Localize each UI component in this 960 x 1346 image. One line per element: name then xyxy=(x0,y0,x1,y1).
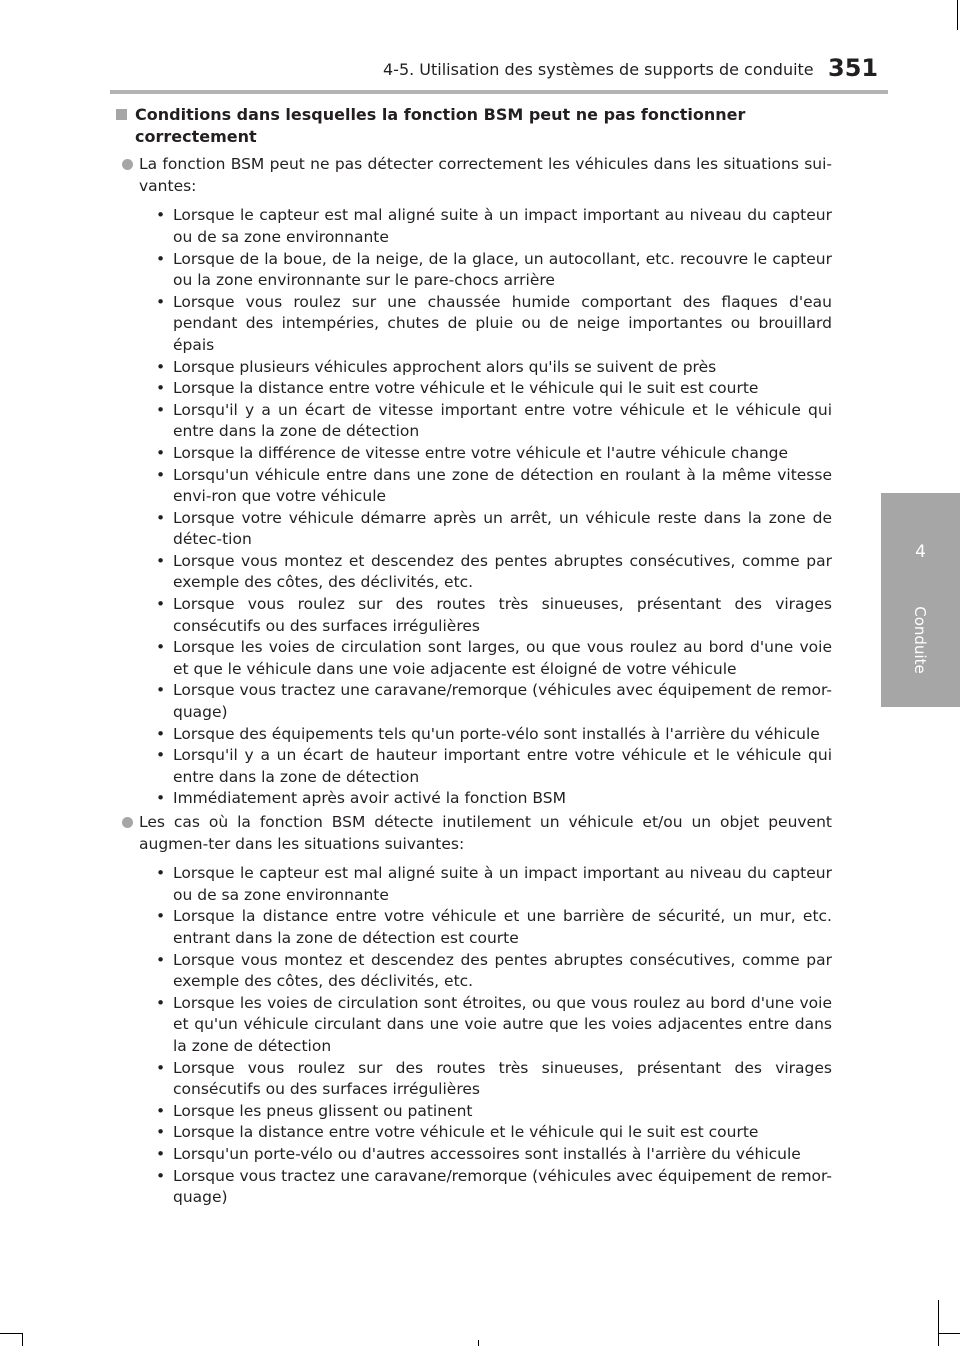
list-item xyxy=(116,788,832,810)
bullet-glyph: • xyxy=(156,379,166,398)
list-item xyxy=(116,1166,832,1209)
list-item xyxy=(116,378,832,400)
bullet-glyph: • xyxy=(156,595,166,614)
list-item-text: Lorsque vous montez et descendez des pentes abruptes consécutives, comme par exemple des côtes, des déclivités, etc. xyxy=(173,950,832,991)
list-item xyxy=(116,465,832,508)
paragraph-2-text: Les cas où la fonction BSM détecte inutilement un véhicule et/ou un objet peuvent augmen-ter dans les situations suivantes: xyxy=(139,813,832,853)
list-item xyxy=(116,745,832,788)
paragraph-2 xyxy=(116,812,832,855)
bullet-list-1 xyxy=(116,205,832,810)
bullet-glyph: • xyxy=(156,950,166,969)
crop-mark xyxy=(938,1333,960,1334)
bullet-glyph: • xyxy=(156,443,166,462)
list-item-text: Lorsque de la boue, de la neige, de la glace, un autocollant, etc. recouvre le capteur ou la zone environnante sur le pare-chocs arrière xyxy=(173,249,832,290)
header-section-title: 4-5. Utilisation des systèmes de supports de conduite xyxy=(383,60,814,79)
list-item xyxy=(116,1101,832,1123)
list-item-text: Lorsque les pneus glissent ou patinent xyxy=(173,1101,473,1120)
square-bullet-icon xyxy=(116,109,127,120)
bullet-glyph: • xyxy=(156,206,166,225)
list-item-text: Lorsque les voies de circulation sont étroites, ou que vous roulez au bord d'une voie et qu'un véhicule circulant dans une voie autre que les voies adjacentes entre dans la zone de détection xyxy=(173,993,832,1055)
list-item xyxy=(116,400,832,443)
list-item xyxy=(116,906,832,949)
list-item xyxy=(116,205,832,248)
bullet-glyph: • xyxy=(156,1166,166,1185)
bullet-glyph: • xyxy=(156,465,166,484)
list-item-text: Lorsque plusieurs véhicules approchent alors qu'ils se suivent de près xyxy=(173,357,717,376)
list-item xyxy=(116,443,832,465)
bullet-glyph: • xyxy=(156,1101,166,1120)
chapter-tab xyxy=(881,493,960,707)
bullet-glyph: • xyxy=(156,551,166,570)
bullet-glyph: • xyxy=(156,864,166,883)
header-rule xyxy=(110,90,888,94)
list-item-text: Lorsque vous roulez sur une chaussée humide comportant des flaques d'eau pendant des intempéries, chutes de pluie ou de neige importantes ou brouillard épais xyxy=(173,292,832,354)
list-item-text: Lorsque votre véhicule démarre après un arrêt, un véhicule reste dans la zone de détec-tion xyxy=(173,508,832,549)
list-item xyxy=(116,863,832,906)
bullet-glyph: • xyxy=(156,907,166,926)
bullet-glyph: • xyxy=(156,1144,166,1163)
list-item-text: Lorsque la distance entre votre véhicule et le véhicule qui le suit est courte xyxy=(173,379,759,398)
list-item-text: Lorsqu'il y a un écart de hauteur important entre votre véhicule et le véhicule qui entre dans la zone de détection xyxy=(173,746,832,786)
paragraph-1-text: La fonction BSM peut ne pas détecter correctement les véhicules dans les situations sui-vantes: xyxy=(139,155,832,195)
bullet-glyph: • xyxy=(156,681,166,700)
bullet-glyph: • xyxy=(156,292,166,311)
page-number: 351 xyxy=(828,54,879,82)
list-item-text: Lorsque la distance entre votre véhicule et le véhicule qui le suit est courte xyxy=(173,1123,759,1142)
chapter-number: 4 xyxy=(915,542,926,562)
main-content xyxy=(116,104,832,1209)
crop-mark xyxy=(478,1340,479,1346)
list-item xyxy=(116,1122,832,1144)
list-item-text: Lorsque vous tractez une caravane/remorque (véhicules avec équipement de remor-quage) xyxy=(173,1166,832,1207)
list-item xyxy=(116,594,832,637)
list-item xyxy=(116,680,832,723)
list-item xyxy=(116,1144,832,1166)
list-item-text: Lorsque vous tractez une caravane/remorque (véhicules avec équipement de remor-quage) xyxy=(173,681,832,722)
circle-bullet-icon xyxy=(122,817,133,828)
bullet-glyph: • xyxy=(156,508,166,527)
list-item xyxy=(116,724,832,746)
list-item-text: Lorsque les voies de circulation sont larges, ou que vous roulez au bord d'une voie et que le véhicule dans une voie adjacente est éloigné de votre véhicule xyxy=(173,638,832,678)
bullet-glyph: • xyxy=(156,789,166,808)
list-item xyxy=(116,993,832,1058)
bullet-glyph: • xyxy=(156,638,166,657)
list-item-text: Lorsque vous roulez sur des routes très sinueuses, présentant des virages consécutifs ou des surfaces irrégulières xyxy=(173,595,832,635)
list-item xyxy=(116,1058,832,1101)
bullet-glyph: • xyxy=(156,1058,166,1077)
list-item-text: Lorsque vous montez et descendez des pentes abruptes consécutives, comme par exemple des côtes, des déclivités, etc. xyxy=(173,551,832,592)
bullet-glyph: • xyxy=(156,1123,166,1142)
list-item-text: Lorsqu'un porte-vélo ou d'autres accessoires sont installés à l'arrière du véhicule xyxy=(173,1144,801,1163)
crop-mark xyxy=(938,1300,939,1346)
crop-mark xyxy=(957,0,958,30)
list-item-text: Lorsque vous roulez sur des routes très sinueuses, présentant des virages consécutifs ou des surfaces irrégulières xyxy=(173,1058,832,1099)
list-item xyxy=(116,950,832,993)
bullet-glyph: • xyxy=(156,357,166,376)
list-item xyxy=(116,357,832,379)
crop-mark xyxy=(0,1333,22,1334)
paragraph-1 xyxy=(116,154,832,197)
circle-bullet-icon xyxy=(122,159,133,170)
chapter-label: Conduite xyxy=(911,606,929,674)
list-item-text: Lorsque le capteur est mal aligné suite à un impact important au niveau du capteur ou de sa zone environnante xyxy=(173,864,832,904)
list-item-text: Lorsque la différence de vitesse entre votre véhicule et l'autre véhicule change xyxy=(173,443,789,462)
bullet-glyph: • xyxy=(156,724,166,743)
bullet-glyph: • xyxy=(156,746,166,765)
bullet-glyph: • xyxy=(156,249,166,268)
list-item-text: Lorsque la distance entre votre véhicule et une barrière de sécurité, un mur, etc. entrant dans la zone de détection est courte xyxy=(173,907,832,947)
list-item xyxy=(116,249,832,292)
list-item-text: Lorsqu'un véhicule entre dans une zone de détection en roulant à la même vitesse envi-ron que votre véhicule xyxy=(173,465,832,506)
list-item-text: Lorsque des équipements tels qu'un porte-vélo sont installés à l'arrière du véhicule xyxy=(173,724,820,743)
section-heading xyxy=(116,104,832,147)
list-item-text: Lorsqu'il y a un écart de vitesse important entre votre véhicule et le véhicule qui entre dans la zone de détection xyxy=(173,400,832,441)
crop-mark xyxy=(22,1333,23,1346)
list-item xyxy=(116,637,832,680)
bullet-glyph: • xyxy=(156,400,166,419)
list-item xyxy=(116,292,832,357)
list-item xyxy=(116,508,832,551)
bullet-list-2 xyxy=(116,863,832,1209)
list-item xyxy=(116,551,832,594)
section-heading-text: Conditions dans lesquelles la fonction BSM peut ne pas fonctionner correctement xyxy=(135,105,746,146)
list-item-text: Lorsque le capteur est mal aligné suite à un impact important au niveau du capteur ou de sa zone environnante xyxy=(173,206,832,246)
bullet-glyph: • xyxy=(156,993,166,1012)
list-item-text: Immédiatement après avoir activé la fonction BSM xyxy=(173,789,566,808)
